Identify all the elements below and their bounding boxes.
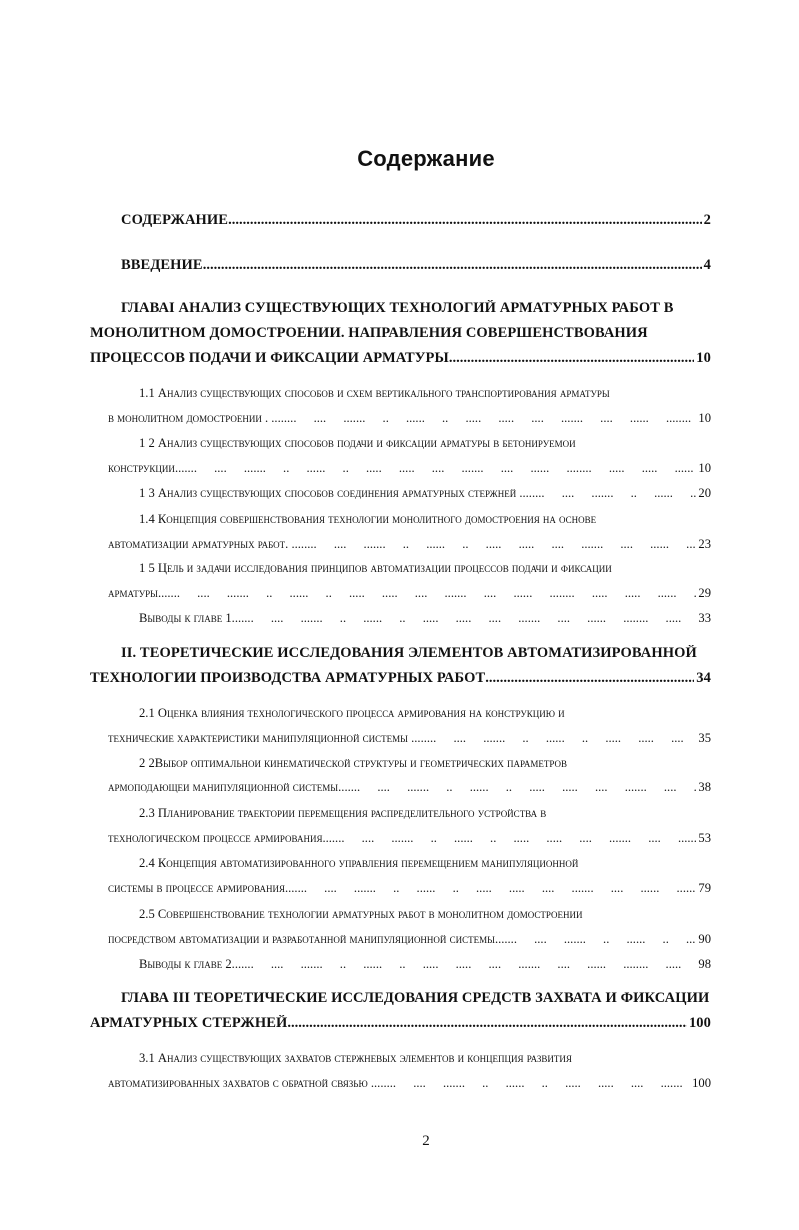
toc-subentry-1-4[interactable] bbox=[108, 537, 711, 552]
toc-entry-title: 1.1 Анализ существующих способов и схем вертикального транспортирования арматуры bbox=[139, 386, 610, 400]
toc-subentry-line[interactable] bbox=[139, 856, 711, 871]
toc-entry-chapter-2[interactable] bbox=[90, 670, 711, 687]
toc-page-number: 29 bbox=[698, 586, 711, 600]
dot-leader bbox=[285, 881, 696, 896]
toc-entry-title: ГЛАВАI АНАЛИЗ СУЩЕСТВУЮЩИХ ТЕХНОЛОГИЙ АРМАТУРНЫХ РАБОТ В bbox=[121, 300, 674, 316]
toc-page-number: 100 bbox=[688, 1015, 711, 1031]
toc-chapter-3-line[interactable] bbox=[121, 990, 711, 1007]
dot-leader bbox=[414, 731, 696, 746]
toc-subentry-1-5[interactable] bbox=[108, 586, 711, 601]
toc-subentry-1-2[interactable] bbox=[108, 461, 711, 476]
dot-leader bbox=[232, 957, 697, 972]
toc-subentry-line[interactable] bbox=[139, 386, 711, 401]
toc-subentry-3-1[interactable] bbox=[108, 1076, 711, 1091]
dot-leader bbox=[228, 212, 702, 229]
toc-page-number: 10 bbox=[696, 350, 711, 366]
toc-entry-title: в монолитном домостроении . . bbox=[108, 411, 275, 425]
toc-entry-title: 2.3 Планирование траектории перемещения распределительного устройства в bbox=[139, 806, 547, 820]
toc-entry-title: арматуры bbox=[108, 586, 158, 600]
toc-subentry-conclusions-2[interactable] bbox=[139, 957, 711, 972]
toc-page-number: 4 bbox=[703, 257, 711, 273]
dot-leader bbox=[287, 1015, 687, 1032]
toc-page-number: 33 bbox=[698, 611, 711, 625]
dot-leader bbox=[374, 1076, 690, 1091]
toc-entry-chapter-1[interactable] bbox=[90, 350, 711, 367]
dot-leader bbox=[274, 411, 696, 426]
toc-page-number: 10 bbox=[698, 411, 711, 425]
toc-page-number: 20 bbox=[698, 486, 711, 500]
toc-entry-title: Выводы к главе 1 bbox=[139, 611, 232, 625]
toc-chapter-1-line[interactable] bbox=[121, 300, 711, 317]
toc-subentry-line[interactable] bbox=[139, 706, 711, 721]
toc-entry-title: технологическом процессе армирования bbox=[108, 831, 323, 845]
toc-chapter-2-line[interactable] bbox=[121, 645, 711, 662]
toc-subentry-line[interactable] bbox=[139, 1051, 711, 1066]
toc-subentry-line[interactable] bbox=[139, 907, 711, 922]
toc-subentry-conclusions-1[interactable] bbox=[139, 611, 711, 626]
toc-page-number: 23 bbox=[698, 537, 711, 551]
toc-subentry-1-3[interactable] bbox=[139, 486, 711, 501]
toc-entry-title: автоматизации арматурных работ. . bbox=[108, 537, 295, 551]
toc-entry-title: СОДЕРЖАНИЕ bbox=[121, 212, 229, 228]
dot-leader bbox=[175, 461, 696, 476]
toc-subentry-2-5[interactable] bbox=[108, 932, 711, 947]
dot-leader bbox=[203, 257, 702, 274]
toc-entry-title: МОНОЛИТНОМ ДОМОСТРОЕНИИ. НАПРАВЛЕНИЯ СОВЕРШЕНСТВОВАНИЯ bbox=[90, 325, 648, 341]
dot-leader bbox=[495, 932, 696, 947]
page-title: Содержание bbox=[357, 146, 495, 171]
toc-subentry-line[interactable] bbox=[139, 756, 711, 771]
toc-entry-introduction[interactable] bbox=[121, 257, 711, 274]
toc-entry-contents[interactable] bbox=[121, 212, 711, 229]
toc-subentry-line[interactable] bbox=[139, 436, 711, 451]
dot-leader bbox=[338, 780, 696, 795]
toc-page-number: 38 bbox=[698, 780, 711, 794]
toc-entry-title: 2.1 Оценка влияния технологического процесса армирования на конструкцию и bbox=[139, 706, 565, 720]
toc-subentry-2-3[interactable] bbox=[108, 831, 711, 846]
toc-page-number: 2 bbox=[703, 212, 711, 228]
toc-entry-title: ВВЕДЕНИЕ bbox=[121, 257, 203, 273]
toc-entry-title: 3.1 Анализ существующих захватов стержневых элементов и концепция развития bbox=[139, 1051, 572, 1065]
toc-page-number: 53 bbox=[698, 831, 711, 845]
toc-subentry-2-2[interactable] bbox=[108, 780, 711, 795]
toc-entry-title: ГЛАВА III ТЕОРЕТИЧЕСКИЕ ИССЛЕДОВАНИЯ СРЕДСТВ ЗАХВАТА И ФИКСАЦИИ bbox=[121, 990, 710, 1006]
toc-entry-title: посредством автоматизации и разработанной манипуляционной системы bbox=[108, 932, 495, 946]
toc-entry-title: АРМАТУРНЫХ СТЕРЖНЕЙ bbox=[90, 1015, 288, 1031]
toc-subentry-2-4[interactable] bbox=[108, 881, 711, 896]
toc-entry-title: конструкции bbox=[108, 461, 175, 475]
dot-leader bbox=[485, 670, 694, 687]
toc-entry-title: II. ТЕОРЕТИЧЕСКИЕ ИССЛЕДОВАНИЯ ЭЛЕМЕНТОВ АВТОМАТИЗИРОВАННОЙ bbox=[121, 645, 697, 661]
toc-entry-title: Выводы к главе 2 bbox=[139, 957, 232, 971]
toc-page-number: 34 bbox=[696, 670, 711, 686]
toc-entry-title: 1.4 Концепция совершенствования технологии монолитного домостроения на основе bbox=[139, 512, 597, 526]
toc-subentry-1-1[interactable] bbox=[108, 411, 711, 426]
toc-page-number: 90 bbox=[698, 932, 711, 946]
toc-page-number: 10 bbox=[698, 461, 711, 475]
toc-entry-title: ПРОЦЕССОВ ПОДАЧИ И ФИКСАЦИИ АРМАТУРЫ bbox=[90, 350, 449, 366]
toc-chapter-1-line[interactable] bbox=[90, 325, 711, 342]
toc-entry-title: 2.5 Совершенствование технологии арматурных работ в монолитном домостроении bbox=[139, 907, 583, 921]
dot-leader bbox=[523, 486, 697, 501]
dot-leader bbox=[158, 586, 696, 601]
toc-entry-title: технические характеристики манипуляционной системы . bbox=[108, 731, 415, 745]
toc-entry-title: автоматизированных захватов с обратной связью . bbox=[108, 1076, 375, 1090]
dot-leader bbox=[449, 350, 694, 367]
dot-leader bbox=[295, 537, 697, 552]
toc-entry-title: ТЕХНОЛОГИИ ПРОИЗВОДСТВА АРМАТУРНЫХ РАБОТ bbox=[90, 670, 486, 686]
toc-subentry-2-1[interactable] bbox=[108, 731, 711, 746]
toc-entry-title: 1 5 Цель и задачи исследования принципов автоматизации процессов подачи и фиксации bbox=[139, 561, 612, 575]
toc-page-number: 79 bbox=[698, 881, 711, 895]
toc-entry-title: 1 3 Анализ существующих способов соединения арматурных стержней . bbox=[139, 486, 523, 500]
toc-subentry-line[interactable] bbox=[139, 512, 711, 527]
toc-entry-title: 1 2 Анализ существующих способов подачи и фиксации арматуры в бетонируемои bbox=[139, 436, 576, 450]
dot-leader bbox=[322, 831, 696, 846]
toc-entry-title: системы в процессе армирования bbox=[108, 881, 285, 895]
toc-entry-title: 2 2Выбор оптимальнои кинематической структуры и геометрических параметров bbox=[139, 756, 567, 770]
toc-entry-title: 2.4 Концепция автоматизированного управления перемещением манипуляционной bbox=[139, 856, 579, 870]
toc-subentry-line[interactable] bbox=[139, 561, 711, 576]
toc-page-number: 35 bbox=[698, 731, 711, 745]
toc-page-number: 100 bbox=[692, 1076, 711, 1090]
dot-leader bbox=[232, 611, 697, 626]
page-number: 2 bbox=[422, 1133, 430, 1149]
toc-entry-chapter-3[interactable] bbox=[90, 1015, 711, 1032]
toc-entry-title: армоподающеи манипуляционной системы bbox=[108, 780, 339, 794]
toc-page-number: 98 bbox=[698, 957, 711, 971]
toc-subentry-line[interactable] bbox=[139, 806, 711, 821]
